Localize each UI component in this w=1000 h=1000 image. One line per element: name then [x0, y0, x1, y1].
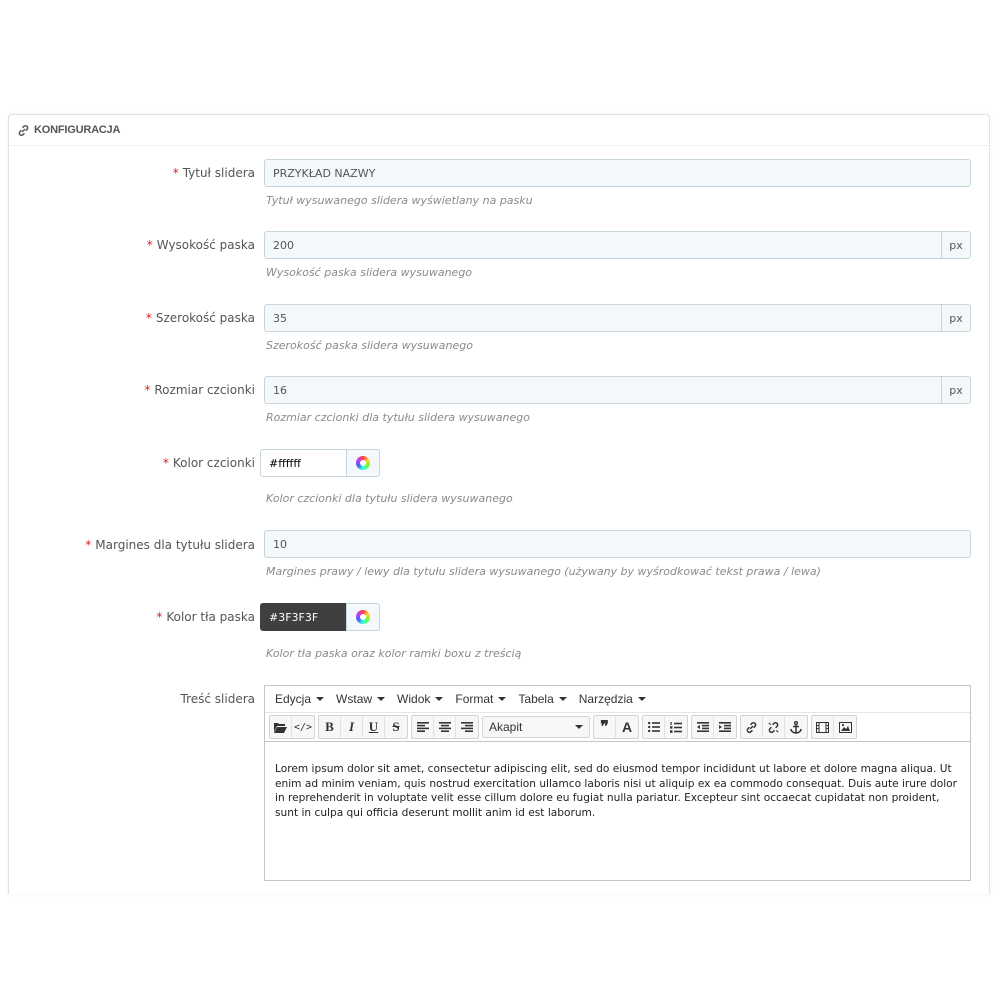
title-label: * Tytuł slidera: [172, 166, 255, 180]
caret-down-icon: [316, 697, 324, 701]
image-icon[interactable]: [834, 716, 856, 738]
menu-view[interactable]: Widok: [391, 692, 449, 706]
bar-bg-color-input[interactable]: #3F3F3F: [260, 603, 347, 631]
indent-icon[interactable]: [714, 716, 736, 738]
panel-heading: [9, 115, 989, 146]
font-color-input[interactable]: #ffffff: [260, 449, 347, 477]
bar-height-input[interactable]: 200: [264, 231, 942, 259]
source-code-icon[interactable]: </>: [293, 721, 313, 733]
toolbar-group-file: [269, 715, 315, 739]
italic-icon[interactable]: I: [341, 716, 363, 738]
toolbar-group-text-style: [318, 715, 408, 739]
anchor-icon[interactable]: [785, 716, 807, 738]
menu-insert[interactable]: Wstaw: [330, 692, 391, 706]
title-input[interactable]: PRZYKŁAD NAZWY: [264, 159, 971, 187]
caret-down-icon: [498, 697, 506, 701]
toolbar-group-media: [811, 715, 857, 739]
link-icon[interactable]: [741, 716, 763, 738]
block-format-select[interactable]: Akapit: [482, 716, 590, 738]
bar-bg-color-help: Kolor tła paska oraz kolor ramki boxu z treścią: [266, 647, 522, 660]
bar-width-input[interactable]: 35: [264, 304, 942, 332]
text-color-icon[interactable]: A: [621, 719, 633, 735]
title-margin-label: * Margines dla tytułu slidera: [85, 538, 255, 552]
strikethrough-icon[interactable]: S: [392, 719, 400, 734]
bar-height-label: * Wysokość paska: [146, 238, 255, 252]
editor-content-area[interactable]: Lorem ipsum dolor sit amet, consectetur adipiscing elit, sed do eiusmod tempor incididunt ut labore et dolore magna aliqua. Ut enim ad minim veniam, quis nostrud exercitation ullamco laboris nisi ut aliquip ex ea commodo consequat. Duis aute irure dolor in reprehenderit in voluptate velit esse cillum dolore eu fugiat nulla pariatur. Excepteur sint occaecat cupidatat non proident, sunt in culpa qui officia deserunt mollit anim id est laborum.: [265, 741, 970, 881]
font-size-label: * Rozmiar czcionki: [144, 383, 255, 397]
content-label: Treść slidera: [180, 692, 255, 706]
bullet-list-icon[interactable]: [643, 716, 665, 738]
bold-icon[interactable]: B: [319, 716, 341, 738]
align-left-icon[interactable]: [412, 716, 434, 738]
toolbar-group-indent: [691, 715, 737, 739]
menu-table[interactable]: Tabela: [512, 692, 572, 706]
unlink-icon[interactable]: [763, 716, 785, 738]
caret-down-icon: [638, 697, 646, 701]
bar-bg-color-label: * Kolor tła paska: [156, 610, 255, 624]
bar-bg-color-picker-button[interactable]: [346, 603, 380, 631]
title-margin-input[interactable]: 10: [264, 530, 971, 558]
title-margin-help: Margines prawy / lewy dla tytułu slidera wysuwanego (używany by wyśrodkować tekst prawa / lewa): [266, 565, 821, 578]
bar-width-help: Szerokość paska slidera wysuwanego: [266, 339, 473, 352]
menu-tools[interactable]: Narzędzia: [573, 692, 652, 706]
title-help: Tytuł wysuwanego slidera wyświetlany na pasku: [266, 194, 533, 207]
align-right-icon[interactable]: [456, 716, 478, 738]
open-folder-icon[interactable]: [270, 716, 292, 738]
bar-width-label: * Szerokość paska: [145, 311, 255, 325]
caret-down-icon: [559, 697, 567, 701]
align-center-icon[interactable]: [434, 716, 456, 738]
blockquote-icon[interactable]: ❞: [594, 716, 616, 738]
toolbar-group-quote: [593, 715, 639, 739]
toolbar-group-align: [411, 715, 479, 739]
toolbar-group-links: [740, 715, 808, 739]
video-icon[interactable]: [812, 716, 834, 738]
link-icon: [17, 123, 31, 137]
font-color-label: * Kolor czcionki: [162, 456, 255, 470]
numbered-list-icon[interactable]: [665, 716, 687, 738]
font-color-picker-button[interactable]: [346, 449, 380, 477]
font-size-help: Rozmiar czcionki dla tytułu slidera wysuwanego: [266, 411, 530, 424]
panel-title: KONFIGURACJA: [34, 124, 121, 136]
color-wheel-icon: [356, 610, 370, 624]
menu-edit[interactable]: Edycja: [269, 692, 330, 706]
editor-menubar: [265, 686, 970, 712]
caret-down-icon: [377, 697, 385, 701]
underline-icon[interactable]: U: [363, 716, 385, 738]
caret-down-icon: [575, 725, 583, 729]
font-size-unit: px: [941, 376, 971, 404]
color-wheel-icon: [356, 456, 370, 470]
toolbar-group-lists: [642, 715, 688, 739]
bar-width-unit: px: [941, 304, 971, 332]
bar-height-unit: px: [941, 231, 971, 259]
bar-height-help: Wysokość paska slidera wysuwanego: [266, 266, 473, 279]
font-size-input[interactable]: 16: [264, 376, 942, 404]
menu-format[interactable]: Format: [449, 692, 512, 706]
caret-down-icon: [435, 697, 443, 701]
font-color-help: Kolor czcionki dla tytułu slidera wysuwanego: [266, 492, 513, 505]
outdent-icon[interactable]: [692, 716, 714, 738]
rich-text-editor: [264, 685, 971, 881]
editor-toolbar: [265, 712, 970, 741]
